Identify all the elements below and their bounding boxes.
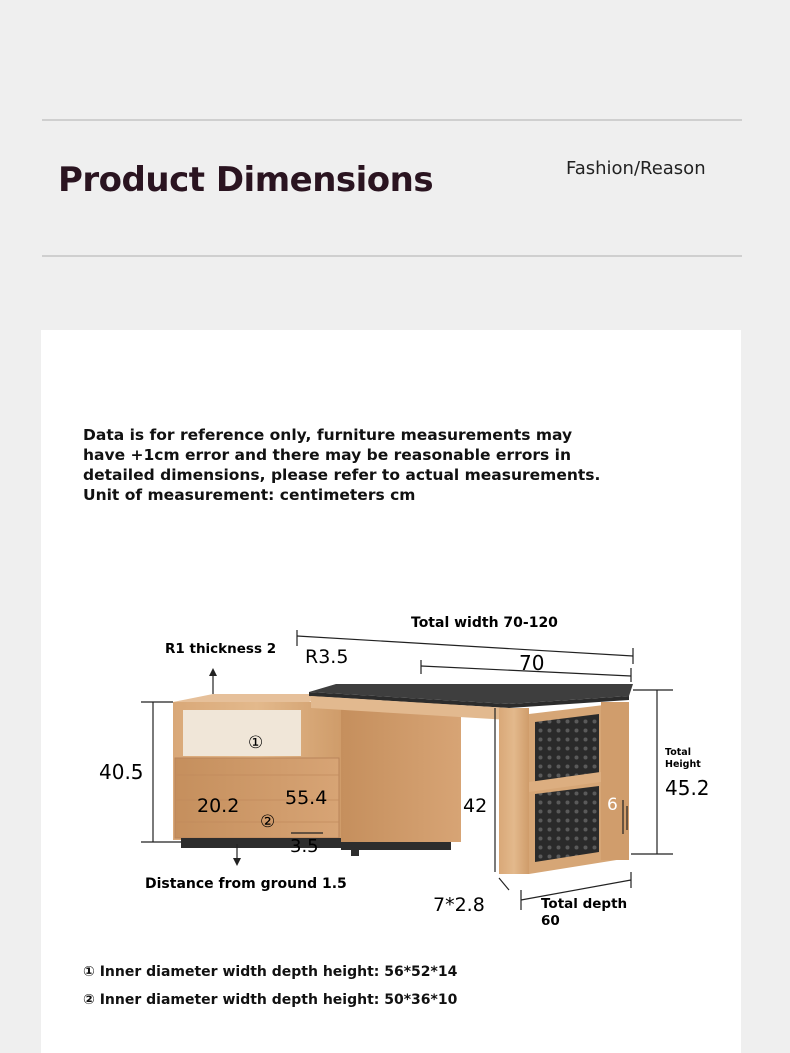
inner-height-label: 42 [463, 795, 488, 817]
total-width-label: Total width 70-120 [411, 615, 558, 631]
brand-name: Fashion/Reason [566, 158, 706, 179]
dimension-diagram [41, 330, 741, 930]
disclaimer-note: Data is for reference only, furniture measurements may have +1cm error and there may be reasonable errors in detailed dimensions, please refer to actual measurements. Unit of measurement: centimeters cm [83, 426, 601, 504]
front-leg [499, 708, 529, 874]
total-depth-label-line1: Total depth [541, 896, 628, 912]
bottom-divider [42, 255, 742, 257]
spec-line-1: ① Inner diameter width depth height: 56*52*14 [83, 964, 458, 980]
ground-distance-label: Distance from ground 1.5 [145, 876, 347, 892]
compartment-marker-2: ② [260, 812, 276, 832]
lower-mesh-panel [535, 786, 599, 862]
frame-width-label: 6 [607, 795, 618, 815]
base-offset-label: 3.5 [290, 836, 319, 857]
back-leg [601, 702, 629, 860]
cabinet-opening [183, 710, 301, 756]
total-height-label-line1: Total [665, 747, 691, 758]
drawer-width-label: 55.4 [285, 787, 328, 809]
left-cabinet [173, 694, 341, 848]
top-width-label: 70 [519, 651, 545, 675]
dimension-card [41, 330, 741, 1053]
total-height-value: 45.2 [665, 776, 710, 800]
total-height-label-line2: Height [665, 759, 701, 770]
upper-mesh-panel [535, 714, 599, 782]
middle-section [341, 702, 461, 856]
page-title: Product Dimensions [58, 160, 434, 200]
corner-radius-label: R3.5 [305, 646, 349, 668]
total-depth-label-line2: 60 [541, 913, 560, 929]
top-divider [42, 119, 742, 121]
leg-size-label: 7*2.8 [433, 894, 485, 916]
middle-body [341, 702, 461, 842]
left-height-label: 40.5 [99, 760, 144, 784]
compartment-marker-1: ① [248, 733, 264, 753]
spec-line-2: ② Inner diameter width depth height: 50*36*10 [83, 992, 458, 1008]
drawer-depth-label: 20.2 [197, 795, 240, 817]
r1-thickness-label: R1 thickness 2 [165, 641, 277, 657]
